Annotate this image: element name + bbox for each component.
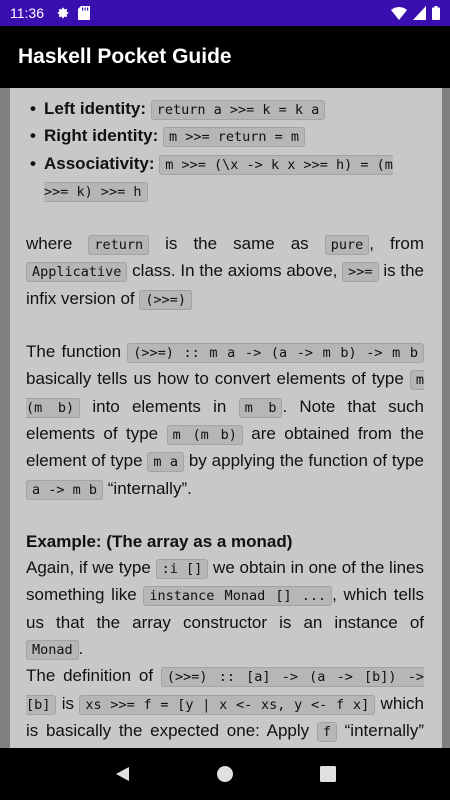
text: . Note that such elements of type xyxy=(26,396,424,443)
text: , which tells us that the array constructor is an instance of xyxy=(26,585,424,632)
code-snippet: xs >>= f = [y | x <- xs, y <- f x] xyxy=(79,695,375,715)
signal-icon xyxy=(413,6,426,20)
code-snippet: :i [] xyxy=(156,559,209,579)
example-heading: Example: (The array as a monad) xyxy=(26,531,293,551)
app-title: Haskell Pocket Guide xyxy=(18,45,232,68)
sd-card-icon xyxy=(78,6,90,20)
code-snippet: return xyxy=(88,235,149,255)
content-card xyxy=(10,88,442,748)
code-snippet: Applicative xyxy=(26,262,127,282)
text: The definition of xyxy=(26,666,161,686)
code-snippet: f xyxy=(317,722,337,742)
text: “internally”. xyxy=(103,478,192,498)
text: where xyxy=(26,234,89,254)
list-item xyxy=(26,123,424,150)
recents-icon[interactable] xyxy=(308,754,348,794)
text: basically tells us how to convert elements of type xyxy=(26,369,410,389)
text: Again, if we type xyxy=(26,558,156,578)
text: by applying the function of type xyxy=(183,451,424,471)
code-snippet: m a xyxy=(147,452,184,472)
text: are obtained from the element of type xyxy=(26,423,424,471)
app-bar xyxy=(0,26,450,88)
code-snippet: Monad xyxy=(26,640,79,660)
code-snippet: m >>= return = m xyxy=(163,127,305,147)
code-snippet: (>>=) :: [a] -> (a -> [b]) -> [b] xyxy=(26,669,424,713)
code-snippet: m b xyxy=(239,398,283,418)
battery-icon xyxy=(432,6,440,20)
paragraph-bind xyxy=(26,339,424,503)
code-snippet: pure xyxy=(325,235,370,255)
law-label: Left identity: xyxy=(44,99,146,118)
code-snippet: >>= xyxy=(342,262,378,282)
text: is the infix version of xyxy=(26,261,424,308)
code-snippet: m (m b) xyxy=(26,372,424,416)
text: we obtain in one of the lines something like xyxy=(26,558,425,605)
monad-laws-list xyxy=(26,96,424,205)
text: The function xyxy=(26,342,128,362)
code-snippet: return a >>= k = k a xyxy=(151,100,326,120)
status-bar xyxy=(0,0,450,26)
text: “internally” xyxy=(344,720,424,740)
content-area[interactable] xyxy=(0,88,450,748)
code-snippet: (>>=) :: m a -> (a -> m b) -> m b xyxy=(127,343,424,363)
code-snippet: m (m b) xyxy=(167,425,243,445)
text: . xyxy=(78,639,84,659)
navigation-bar xyxy=(0,748,450,800)
text: class. In the axioms above, xyxy=(127,261,343,281)
text: is the same as xyxy=(149,234,325,254)
gear-icon xyxy=(56,6,70,20)
paragraph-example-1 xyxy=(26,555,424,663)
text: into elements in xyxy=(80,396,239,416)
law-label: Associativity: xyxy=(44,153,155,173)
article-text xyxy=(26,96,424,772)
law-label: Right identity: xyxy=(44,126,159,146)
back-icon[interactable] xyxy=(102,754,142,794)
text: which is basically the expected one: Apply xyxy=(26,693,425,740)
text: is xyxy=(56,693,80,713)
list-item xyxy=(26,96,424,123)
paragraph-return xyxy=(26,231,424,313)
code-snippet: m >>= (\x -> k x >>= h) = (m >>= k) >>= h xyxy=(44,156,393,200)
text: , from xyxy=(369,234,424,254)
code-snippet: instance Monad [] ... xyxy=(143,586,332,606)
status-time: 11:36 xyxy=(10,5,44,21)
code-snippet: a -> m b xyxy=(26,480,103,500)
code-snippet: (>>=) xyxy=(139,290,192,310)
wifi-icon xyxy=(391,6,407,20)
list-item xyxy=(26,151,424,206)
home-icon[interactable] xyxy=(205,754,245,794)
